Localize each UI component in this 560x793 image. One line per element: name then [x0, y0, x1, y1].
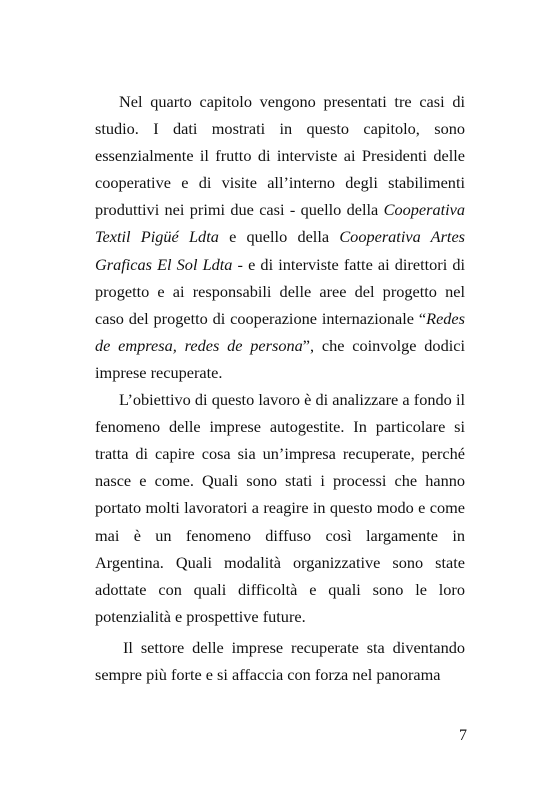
document-page [95, 88, 465, 708]
paragraph-case-studies [95, 88, 465, 386]
italic-artes-graficas: Cooperativa Artes Graficas El Sol Ldta [95, 227, 466, 274]
text-segment: - e di interviste fatte ai direttori di progetto e ai responsabili delle aree del progetto nel caso del progetto di cooperazione internazionale “ [95, 254, 465, 328]
text-segment: ”, che coinvolge dodici imprese recuperate. [95, 335, 465, 382]
text-segment: Il settore delle imprese recuperate sta diventando sempre più forte e si affaccia con forza nel panorama [95, 637, 465, 684]
paragraph-objective [95, 386, 465, 630]
text-segment: Nel quarto capitolo vengono presentati tre casi di studio. I dati mostrati in questo capitolo, sono essenzialmente il frutto di interviste ai Presidenti delle cooperative e di visite all’interno degli stabilimenti produttivi nei primi due casi - quello della [95, 92, 465, 220]
text-segment: e quello della [218, 227, 340, 247]
text-segment: L’obiettivo di questo lavoro è di analizzare a fondo il fenomeno delle imprese autogestite. In particolare si tratta di capire cosa sia un’impresa recuperate, perché nasce e come. Quali sono stati i processi che hanno portato molti lavoratori a reagire in questo modo e come mai è un fenomeno diffuso così largamente in Argentina. Quali modalità organizzative sono state adottate con quali difficoltà e quali sono le loro potenzialità e prospettive future. [95, 390, 465, 626]
italic-redes-de-empresa: Redes de empresa, redes de persona [95, 308, 465, 355]
paragraph-sector [95, 634, 465, 688]
page-number: 7 [459, 727, 467, 744]
italic-textil-pigue: Cooperativa Textil Pigüé Ldta [95, 200, 465, 247]
